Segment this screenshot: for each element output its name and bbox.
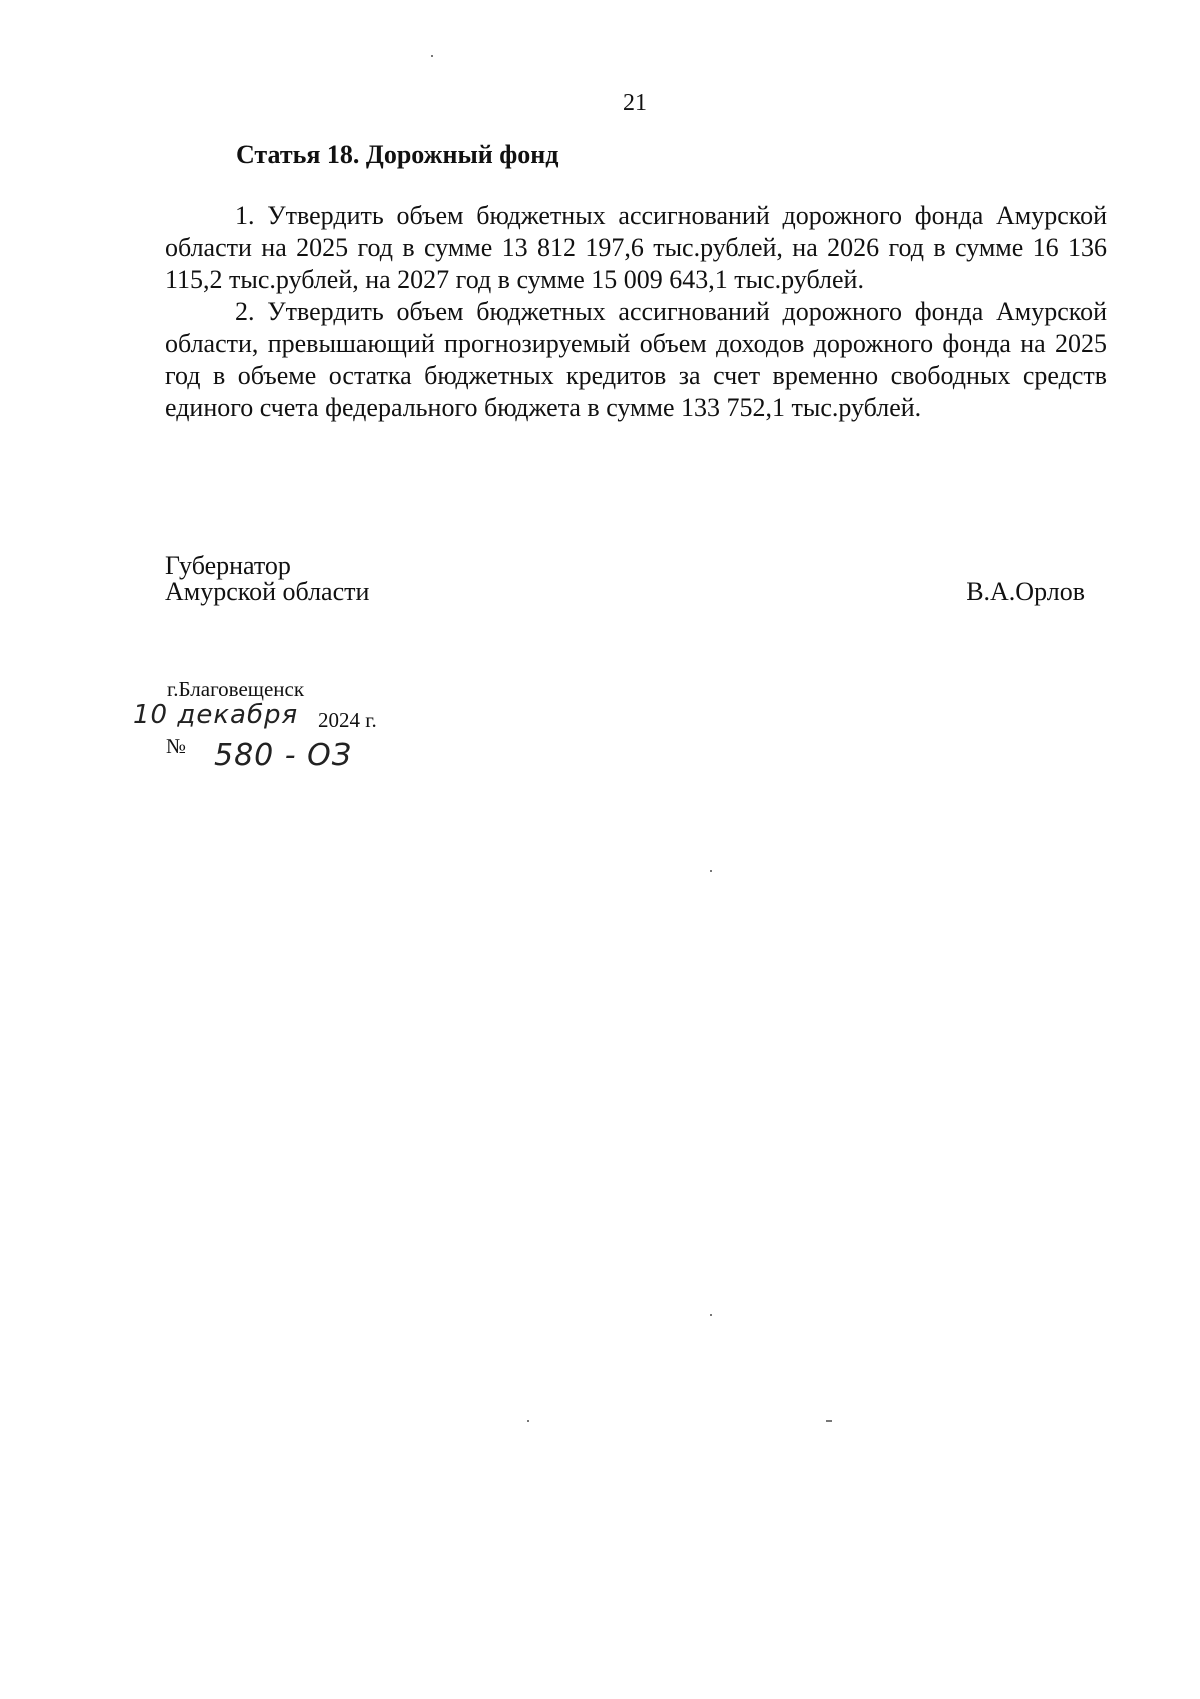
number-label: № <box>166 734 187 758</box>
handwritten-number: 580 - ОЗ <box>214 738 353 773</box>
signature-name: В.А.Орлов <box>966 577 1085 606</box>
number-line <box>166 734 353 773</box>
signature-block <box>165 553 1085 605</box>
article-body <box>165 200 1107 424</box>
scan-speck <box>431 55 433 57</box>
place: г.Благовещенск <box>167 677 305 701</box>
paragraph-2: 2. Утвердить объем бюджетных ассигнований дорожного фонда Амурской области, превышающий прогнозируемый объем доходов дорожного фонда на 2025 год в объеме остатка бюджетных кредитов за счет временно свободных средств единого счета федерального бюджета в сумме 133 752,1 тыс.рублей. <box>165 297 1107 422</box>
article-title: Статья 18. Дорожный фонд <box>236 140 559 169</box>
scan-speck <box>710 870 712 872</box>
signature-title-line1: Губернатор <box>165 551 291 580</box>
scan-speck <box>527 1420 529 1422</box>
page-number: 21 <box>623 90 647 116</box>
scan-speck <box>710 1314 712 1316</box>
paragraph-1: 1. Утвердить объем бюджетных ассигнований дорожного фонда Амурской области на 2025 год в сумме 13 812 197,6 тыс.рублей, на 2026 год в сумме 16 136 115,2 тыс.рублей, на 2027 год в сумме 15 009 643,1 тыс.рублей. <box>165 201 1107 294</box>
scan-speck <box>826 1420 832 1422</box>
date-year: 2024 г. <box>318 708 377 732</box>
handwritten-date: 10 декабря <box>133 700 299 730</box>
signature-title-line2: Амурской области <box>165 577 370 606</box>
